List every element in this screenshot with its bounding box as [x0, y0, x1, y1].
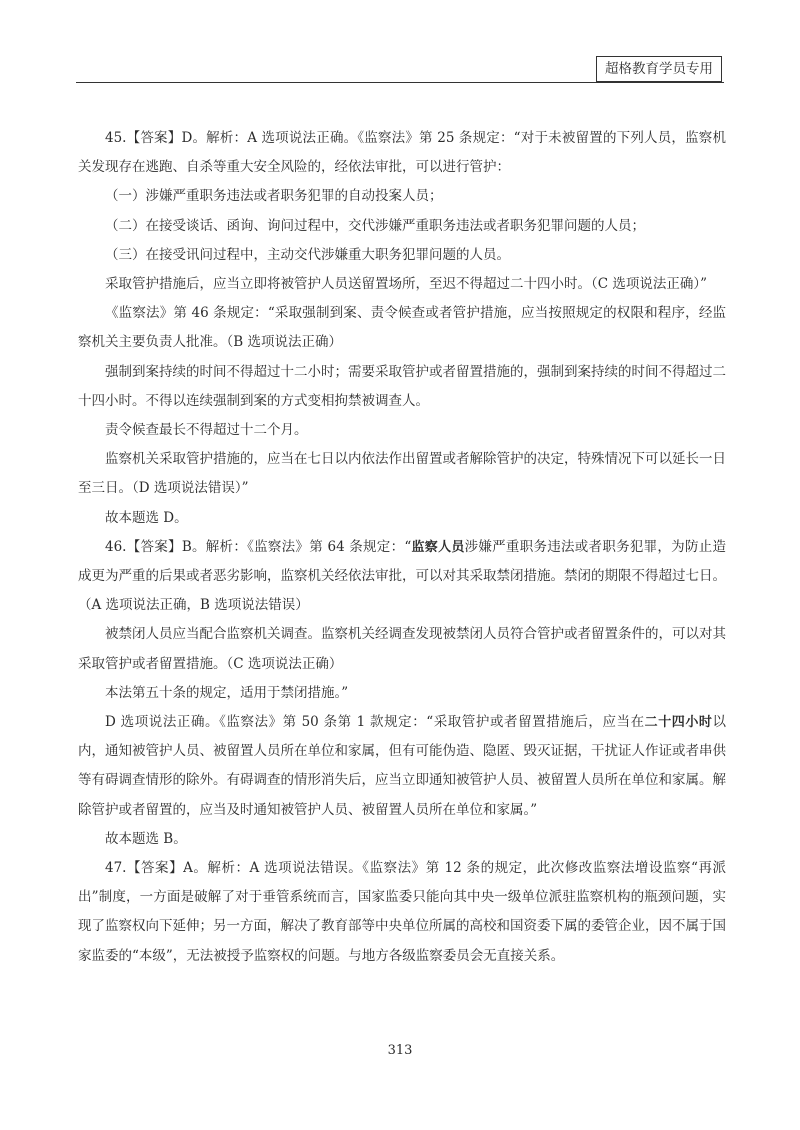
q46-paragraph-4	[78, 708, 726, 825]
q46-p4-bold: 二十四小时	[644, 715, 713, 731]
q45-paragraph-4: （三）在接受讯问过程中，主动交代涉嫌重大职务犯罪问题的人员。	[105, 246, 510, 263]
q45-paragraph-6: 《监察法》第 46 条规定：“采取强制到案、责令候查或者管护措施，应当按照规定的权限和程序，经监察机关主要负责人批准。（B 选项说法正确）	[78, 305, 726, 351]
header-divider	[76, 82, 724, 83]
q46-conclusion: 故本题选 B。	[105, 830, 187, 847]
q46-p1-text-b: 涉嫌严重职务违法或者职务犯罪，为防止造成更为严重的后果或者恶劣影响，监察机关经依法审批，可以对其采取禁闭措施。禁闭的期限不得超过七日。（A 选项说法正确，B 选项说法错误）	[78, 538, 726, 614]
answer-content	[78, 124, 726, 971]
q45-paragraph-2: （一）涉嫌严重职务违法或者职务犯罪的自动投案人员；	[105, 188, 443, 205]
header-label: 超格教育学员专用	[596, 56, 722, 82]
q46-p1-bold: 监察人员	[411, 539, 465, 555]
page-number: 313	[387, 1043, 413, 1058]
q45-conclusion: 故本题选 D。	[105, 509, 188, 526]
q46-p4-text-a: D 选项说法正确。《监察法》第 50 条第 1 款规定：“采取管护或者留置措施后，应当在	[105, 714, 645, 731]
q46-paragraph-3: 本法第五十条的规定，适用于禁闭措施。”	[105, 684, 349, 701]
q45-paragraph-9: 监察机关采取管护措施的，应当在七日以内依法作出留置或者解除管护的决定，特殊情况下可以延长一日至三日。（D 选项说法错误）”	[78, 451, 726, 497]
q46-p1-text-a: 46.【答案】B。解析：《监察法》第 64 条规定：“	[105, 538, 412, 555]
q45-paragraph-1: 45.【答案】D。解析：A 选项说法正确。《监察法》第 25 条规定：“对于未被留置的下列人员，监察机关发现存在逃跑、自杀等重大安全风险的，经依法审批，可以进行管护：	[78, 130, 726, 176]
q47-paragraph-1: 47.【答案】A。解析：A 选项说法错误。《监察法》第 12 条的规定，此次修改监察法增设监察“再派出”制度，一方面是破解了对于垂管系统而言，国家监委只能向其中央一级单位派驻监察机构的瓶颈问题，实现了监察权向下延伸；另一方面，解决了教育部等中央单位所属的高校和国资委下属的委管企业，因不属于国家监委的“本级”，无法被授予监察权的问题。与地方各级监察委员会无直接关系。	[78, 860, 726, 964]
q45-paragraph-8: 责令候查最长不得超过十二个月。	[105, 422, 308, 439]
q45-paragraph-5: 采取管护措施后，应当立即将被管护人员送留置场所，至迟不得超过二十四小时。（C 选项说法正确）”	[105, 276, 708, 293]
q46-paragraph-1	[78, 533, 726, 621]
q46-p4-text-b: 以内，通知被管护人员、被留置人员所在单位和家属，但有可能伪造、隐匿、毁灭证据，干扰证人作证或者串供等有碍调查情形的除外。有碍调查的情形消失后，应当立即通知被管护人员、被留置人员所在单位和家属。解除管护或者留置的，应当及时通知被管护人员、被留置人员所在单位和家属。”	[78, 714, 726, 818]
q46-paragraph-2: 被禁闭人员应当配合监察机关调查。监察机关经调查发现被禁闭人员符合管护或者留置条件的，可以对其采取管护或者留置措施。（C 选项说法正确）	[78, 626, 726, 672]
q45-paragraph-3: （二）在接受谈话、函询、询问过程中，交代涉嫌严重职务违法或者职务犯罪问题的人员；	[105, 217, 645, 234]
q45-paragraph-7: 强制到案持续的时间不得超过十二小时；需要采取管护或者留置措施的，强制到案持续的时间不得超过二十四小时。不得以连续强制到案的方式变相拘禁被调查人。	[78, 363, 726, 409]
